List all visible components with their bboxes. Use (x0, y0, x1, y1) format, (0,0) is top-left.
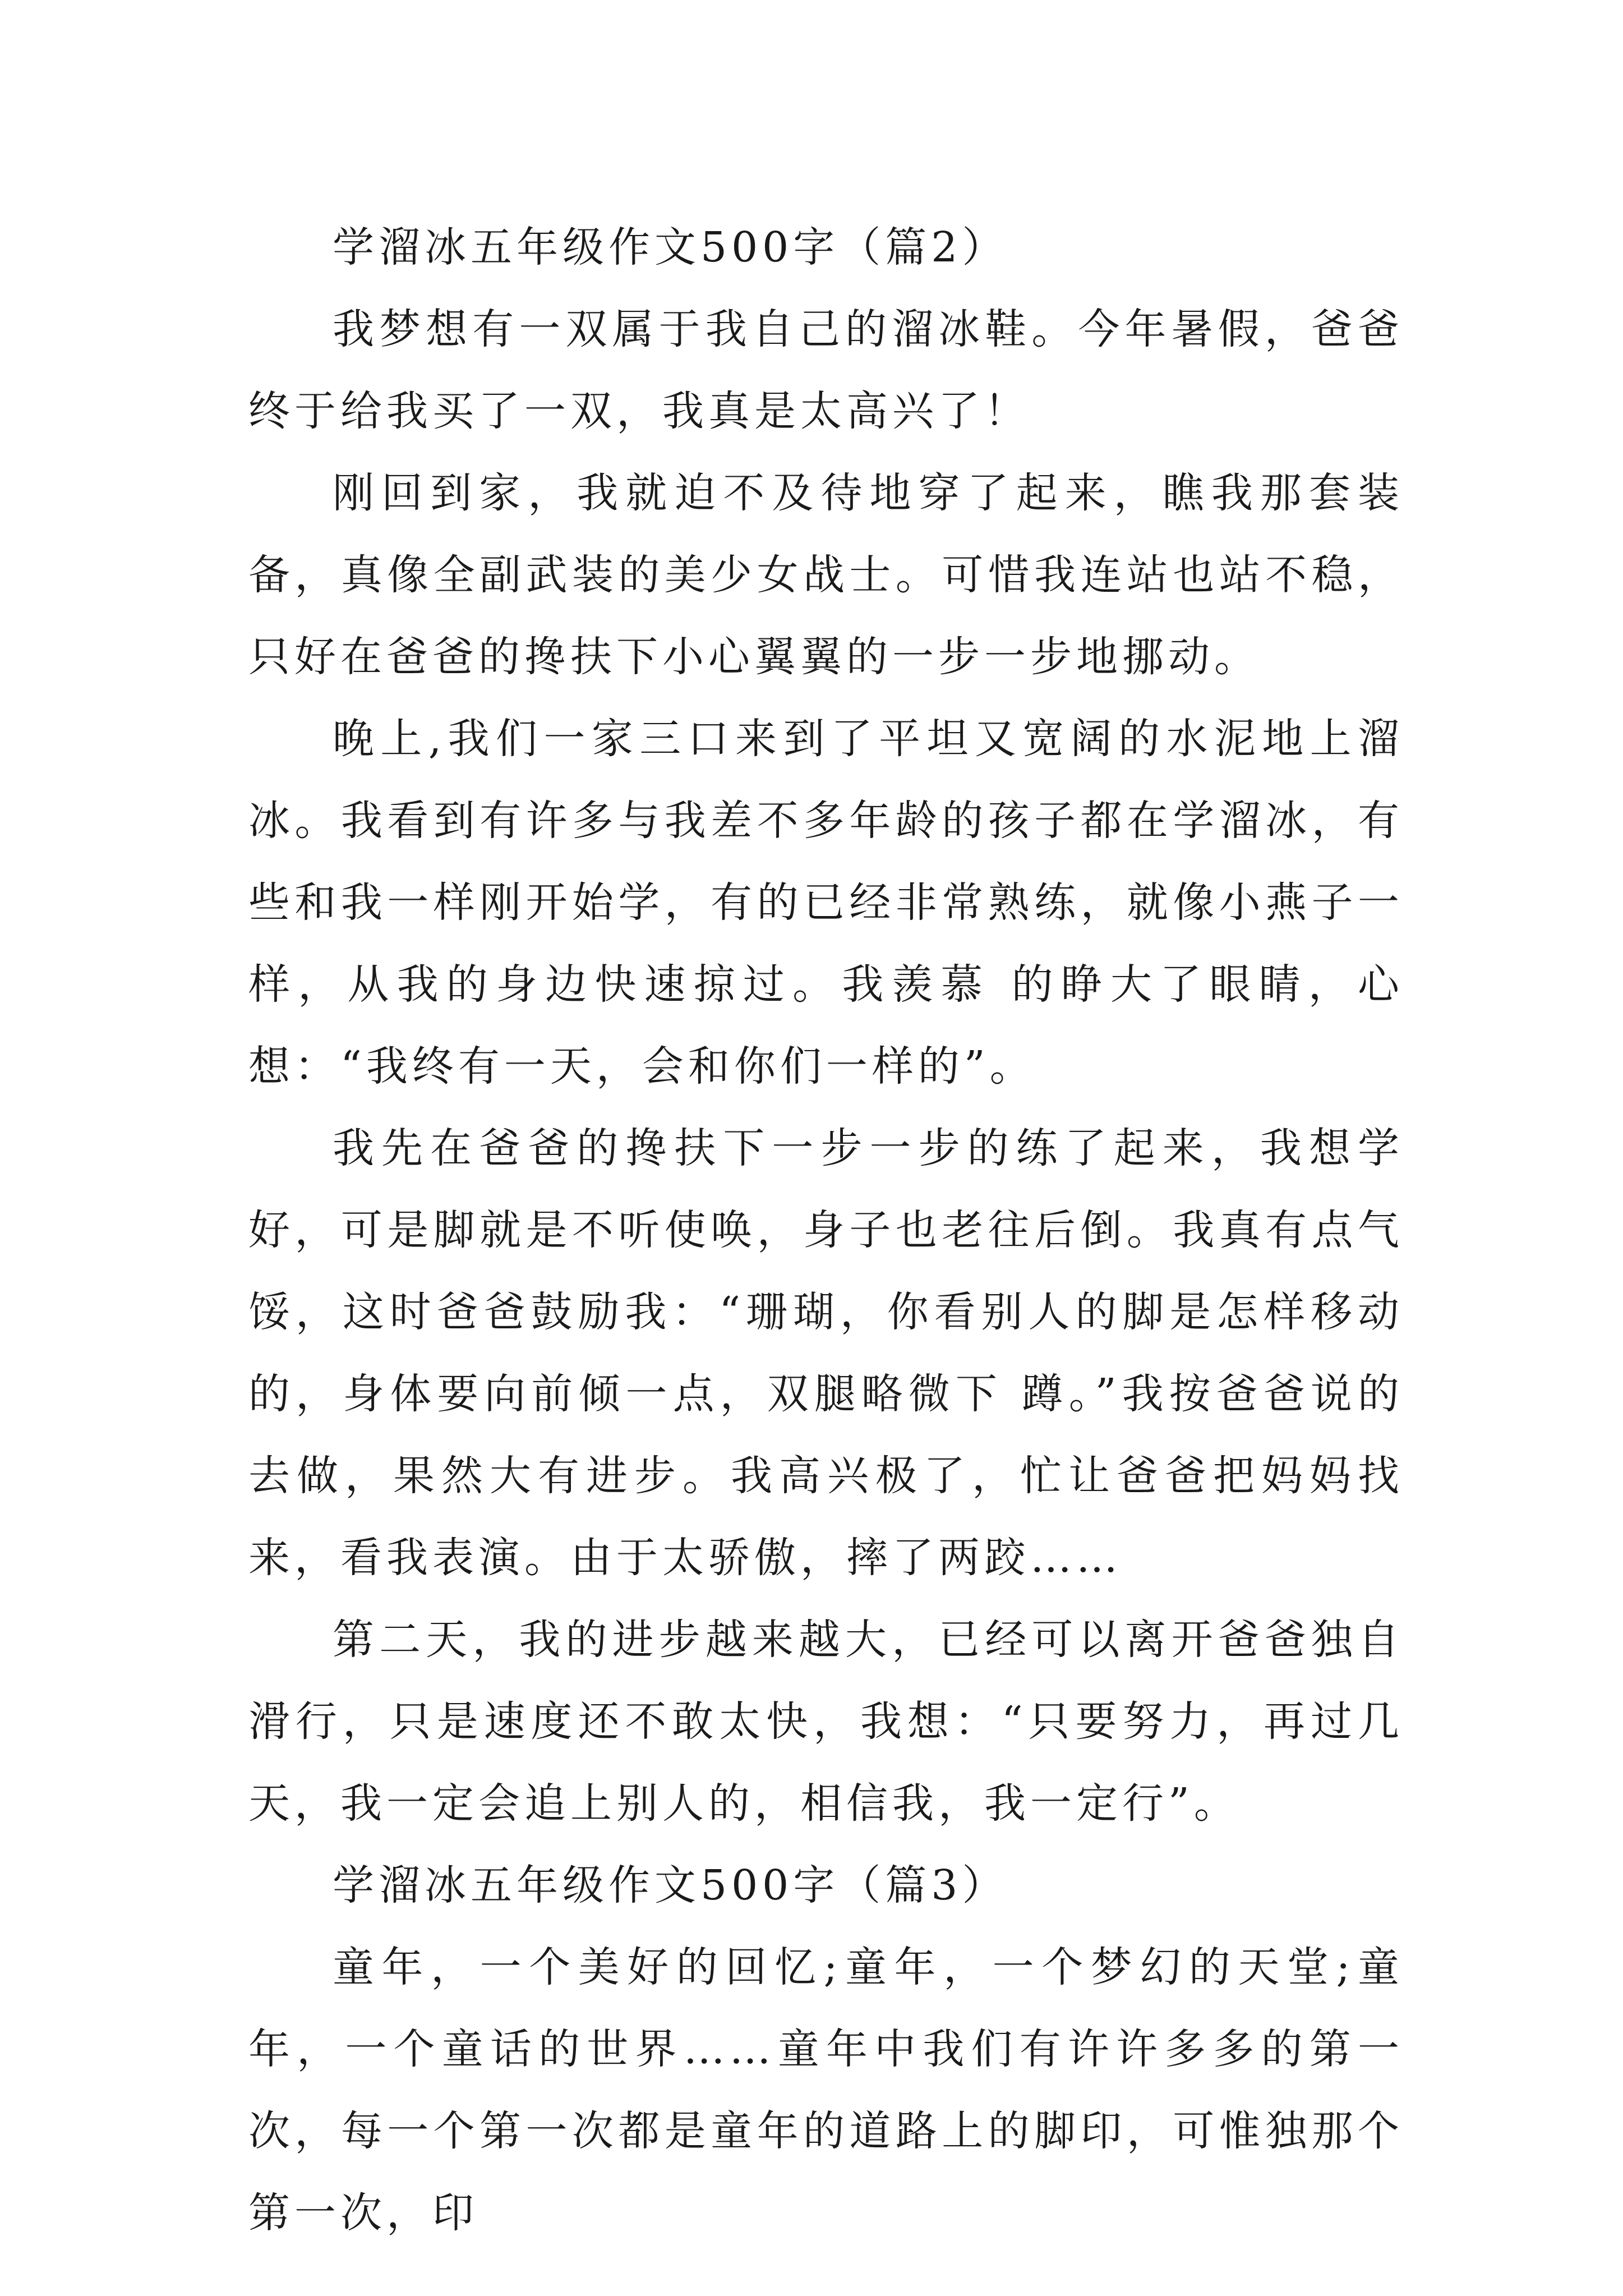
paragraph: 童年，一个美好的回忆;童年，一个梦幻的天堂;童年，一个童话的世界……童年中我们有许许多多的第一次，每一个第一次都是童年的道路上的脚印，可惟独那个第一次，印 (248, 1943, 1404, 2237)
paragraph: 刚回到家，我就迫不及待地穿了起来，瞧我那套装备，真像全副武装的美少女战士。可惜我连站也站不稳，只好在爸爸的搀扶下小心翼翼的一步一步地挪动。 (248, 469, 1404, 681)
paragraph: 第二天，我的进步越来越大，已经可以离开爸爸独自滑行，只是速度还不敢太快，我想：“只要努力，再过几天，我一定会追上别人的，相信我，我一定行”。 (248, 1616, 1404, 1828)
paragraph: 我先在爸爸的搀扶下一步一步的练了起来，我想学好，可是脚就是不听使唤，身子也老往后倒。我真有点气馁，这时爸爸鼓励我：“珊瑚，你看别人的脚是怎样移动的，身体要向前倾一点，双腿略微下 蹲。”我按爸爸说的去做，果然大有进步。我高兴极了，忙让爸爸把妈妈找来，看我表演。由于太骄傲，摔了两跤…… (248, 1124, 1404, 1582)
section-heading: 学溜冰五年级作文500字（篇2） (333, 223, 1008, 272)
section-heading: 学溜冰五年级作文500字（篇3） (333, 1861, 1008, 1910)
paragraph: 晚上,我们一家三口来到了平坦又宽阔的水泥地上溜冰。我看到有许多与我差不多年龄的孩子都在学溜冰，有些和我一样刚开始学，有的已经非常熟练，就像小燕子一样，从我的身边快速掠过。我羡慕 的睁大了眼睛，心想：“我终有一天，会和你们一样的”。 (248, 715, 1404, 1091)
document-body (248, 206, 1404, 2254)
paragraph: 我梦想有一双属于我自己的溜冰鞋。今年暑假，爸爸终于给我买了一双，我真是太高兴了！ (248, 305, 1404, 435)
